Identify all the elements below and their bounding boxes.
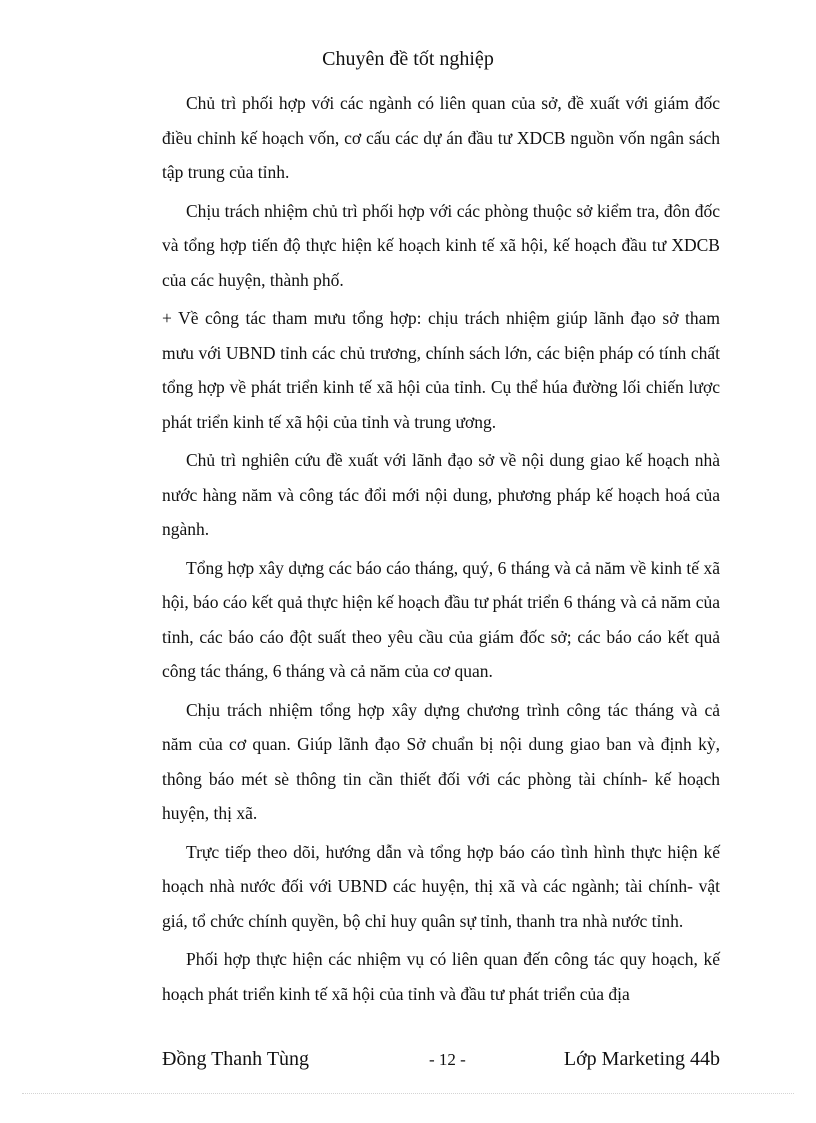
- page-footer: [162, 1048, 720, 1078]
- page-header: [0, 48, 816, 71]
- paragraph-5: Tổng hợp xây dựng các báo cáo tháng, quý, 6 tháng và cả năm về kinh tế xã hội, báo cáo kết quả thực hiện kế hoạch đầu tư phát triển 6 tháng và cả năm của tỉnh, các báo cáo đột suất theo yêu cầu của giám đốc sở; các báo cáo kết quả công tác tháng, 6 tháng và cả năm của cơ quan.: [162, 557, 720, 681]
- paragraph-2: Chịu trách nhiệm chủ trì phối hợp với các phòng thuộc sở kiểm tra, đôn đốc và tổng hợp tiến độ thực hiện kế hoạch kinh tế xã hội, kế hoạch đầu tư XDCB của các huyện, thành phố.: [162, 200, 720, 290]
- document-body: [162, 86, 720, 1015]
- paragraph-1: Chủ trì phối hợp với các ngành có liên quan của sở, đề xuất với giám đốc điều chỉnh kế hoạch vốn, cơ cấu các dự án đầu tư XDCB nguồn vốn ngân sách tập trung của tỉnh.: [162, 93, 720, 182]
- paragraph-3: + Về công tác tham mưu tổng hợp: chịu trách nhiệm giúp lãnh đạo sở tham mưu với UBND tỉnh các chủ trương, chính sách lớn, các biện pháp có tính chất tổng hợp về phát triển kinh tế xã hội của tỉnh. Cụ thể húa đường lối chiến lược phát triển kinh tế xã hội của tỉnh và trung ương.: [162, 308, 720, 432]
- header-title: Chuyên đề tốt nghiệp: [322, 48, 494, 70]
- footer-page-number: - 12 -: [429, 1050, 466, 1069]
- paragraph-6: Chịu trách nhiệm tổng hợp xây dựng chương trình công tác tháng và cả năm của cơ quan. Giúp lãnh đạo Sở chuẩn bị nội dung giao ban và định kỳ, thông báo mét sè thông tin cần thiết đối với các phòng tài chính- kế hoạch huyện, thị xã.: [162, 699, 720, 823]
- footer-class-name: Lớp Marketing 44b: [563, 1048, 720, 1070]
- footer-author: Đồng Thanh Tùng: [162, 1048, 310, 1070]
- paragraph-8: Phối hợp thực hiện các nhiệm vụ có liên quan đến công tác quy hoạch, kế hoạch phát triển kinh tế xã hội của tỉnh và đầu tư phát triển của địa: [162, 949, 720, 1004]
- paragraph-7: Trực tiếp theo dõi, hướng dẫn và tổng hợp báo cáo tình hình thực hiện kế hoạch nhà nước đối với UBND các huyện, thị xã và các ngành; tài chính- vật giá, tổ chức chính quyền, bộ chỉ huy quân sự tỉnh, thanh tra nhà nước tỉnh.: [162, 841, 720, 931]
- paragraph-4: Chủ trì nghiên cứu đề xuất với lãnh đạo sở về nội dung giao kế hoạch nhà nước hàng năm và công tác đổi mới nội dung, phương pháp kế hoạch hoá của ngành.: [162, 450, 720, 539]
- bottom-divider: [22, 1093, 794, 1094]
